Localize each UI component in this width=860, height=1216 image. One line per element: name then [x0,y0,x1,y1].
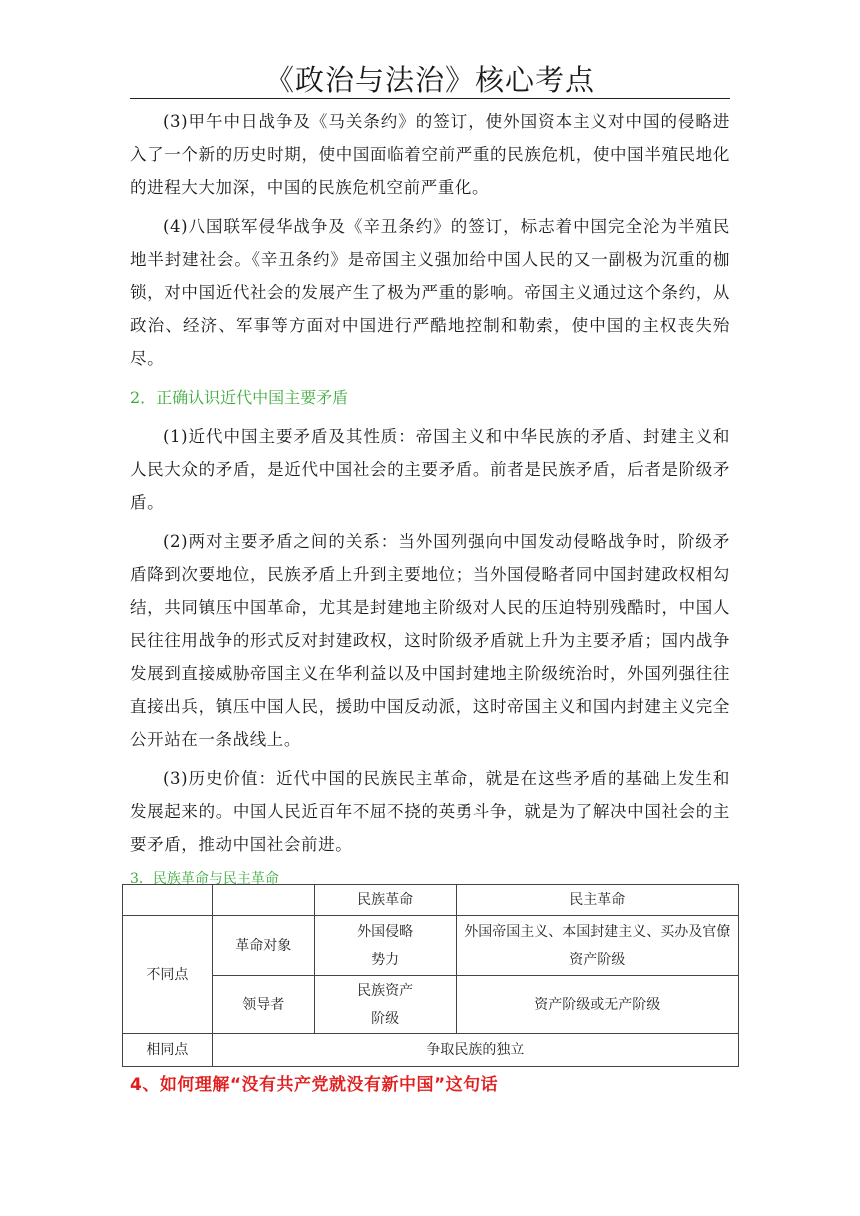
paragraph-historical-value: (3)历史价值：近代中国的民族民主革命，就是在这些矛盾的基础上发生和发展起来的。中国人民近百年不屈不挠的英勇斗争，就是为了解决中国社会的主要矛盾，推动中国社会前进。 [130,769,730,854]
cell-target-national: 外国侵略势力 [314,916,456,976]
group-differences: 不同点 [123,916,213,1034]
group-similarities: 相同点 [123,1034,213,1067]
cell-leader-democratic: 资产阶级或无产阶级 [456,976,738,1034]
table-corner-cell [212,885,314,916]
cell-leader-national: 民族资产阶级 [314,976,456,1034]
section-heading-main-contradictions: 2．正确认识近代中国主要矛盾 [130,388,349,407]
table-row-same [123,1034,739,1067]
header-democratic-revolution: 民主革命 [456,885,738,916]
header-national-revolution: 民族革命 [314,885,456,916]
paragraph-boxer-protocol: (4)八国联军侵华战争及《辛丑条约》的签订，标志着中国完全沦为半殖民地半封建社会。《辛丑条约》是帝国主义强加给中国人民的又一副极为沉重的枷锁，对中国近代社会的发展产生了极为严重的影响。帝国主义通过这个条约，从政治、经济、军事等方面对中国进行严酷地控制和勒索，使中国的主权丧失殆尽。 [130,217,730,368]
table-corner-cell [123,885,213,916]
section-heading-communist-party: 4、如何理解“没有共产党就没有新中国”这句话 [130,1075,499,1095]
revolution-comparison-table [122,884,739,1067]
cell-same-content: 争取民族的独立 [212,1034,738,1067]
title-divider [130,98,730,99]
table-header-row [123,885,739,916]
row-label-target: 革命对象 [212,916,314,976]
document-body [130,105,730,897]
table-row-target [123,916,739,976]
page-title: 《政治与法治》核心考点 [264,63,595,97]
table-row-leader [123,976,739,1034]
paragraph-contradictions-nature: (1)近代中国主要矛盾及其性质：帝国主义和中华民族的矛盾、封建主义和人民大众的矛盾，是近代中国社会的主要矛盾。前者是民族矛盾，后者是阶级矛盾。 [130,427,730,512]
paragraph-treaty-shimonoseki: (3)甲午中日战争及《马关条约》的签订，使外国资本主义对中国的侵略进入了一个新的历史时期，使中国面临着空前严重的民族危机，使中国半殖民地化的进程大大加深，中国的民族危机空前严重化。 [130,112,730,197]
cell-target-democratic: 外国帝国主义、本国封建主义、买办及官僚资产阶级 [456,916,738,976]
section-heading-revolutions: 3．民族革命与民主革命 [130,871,279,887]
row-label-leader: 领导者 [212,976,314,1034]
paragraph-contradictions-relationship: (2)两对主要矛盾之间的关系：当外国列强向中国发动侵略战争时，阶级矛盾降到次要地位，民族矛盾上升到主要地位；当外国侵略者同中国封建政权相勾结，共同镇压中国革命，尤其是封建地主阶级对人民的压迫特别残酷时，中国人民往往用战争的形式反对封建政权，这时阶级矛盾就上升为主要矛盾；国内战争发展到直接威胁帝国主义在华利益以及中国封建地主阶级统治时，外国列强往往直接出兵，镇压中国人民，援助中国反动派，这时帝国主义和国内封建主义完全公开站在一条战线上。 [130,532,730,749]
